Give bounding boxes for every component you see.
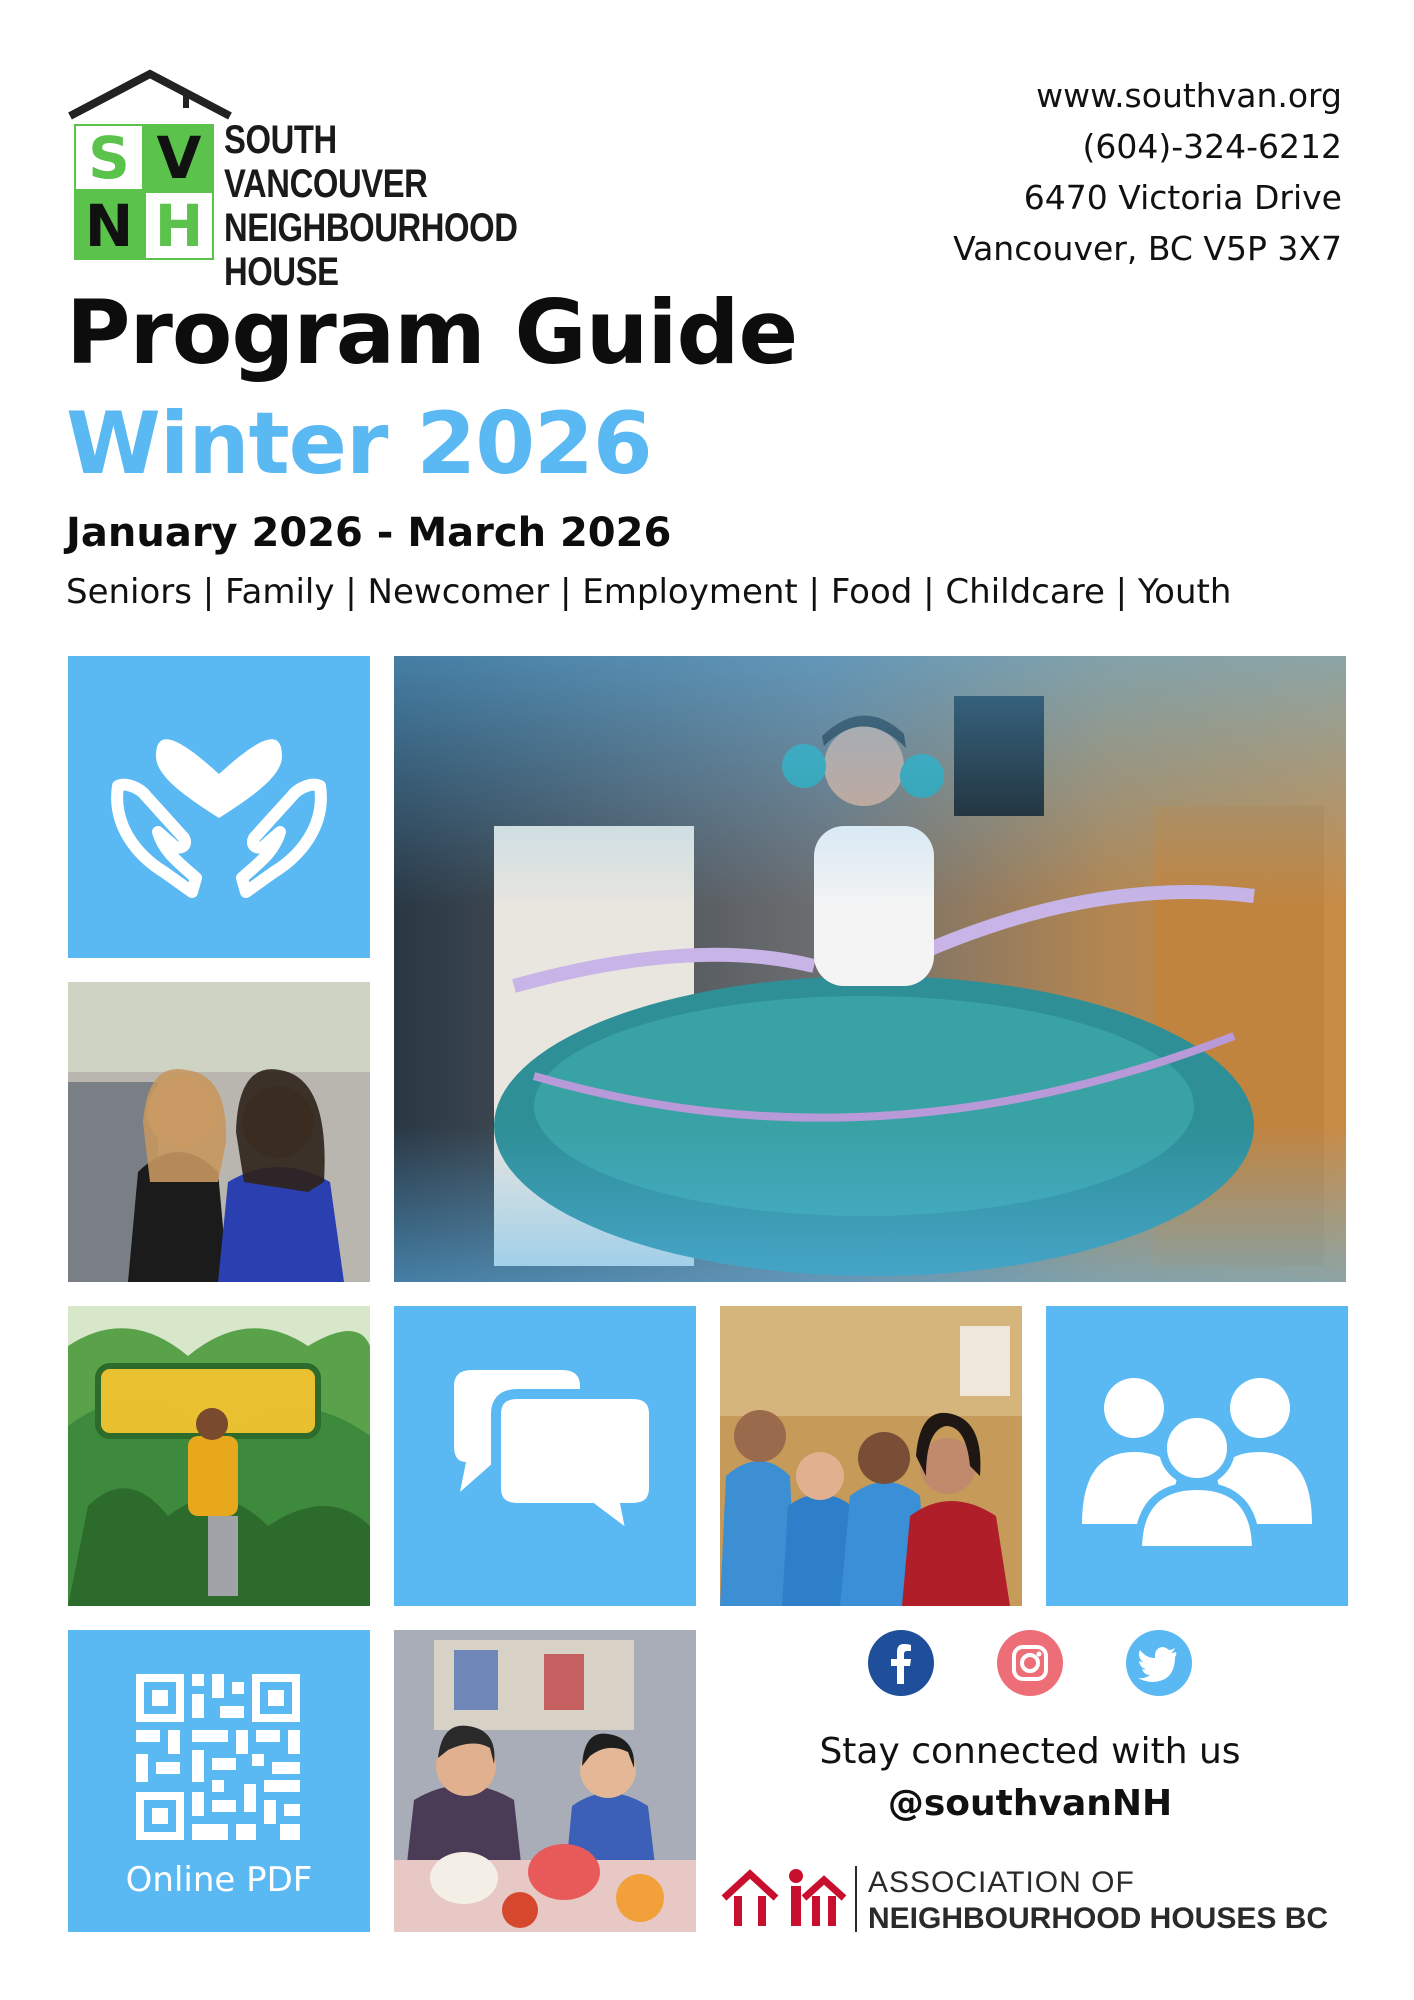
svg-text:V: V [156,124,202,192]
association-line2: NEIGHBOURHOOD HOUSES BC [868,1902,1329,1935]
stay-connected-text: Stay connected with us [819,1731,1241,1772]
crafts-photo [394,1630,696,1932]
crafts-photo-image [394,1630,696,1932]
org-name [224,118,537,294]
online-pdf-label: Online PDF [125,1860,313,1900]
season-title: Winter 2026 [66,394,652,494]
volunteers-photo-image [720,1306,1022,1606]
dancer-photo-image [394,656,1346,1282]
association-logo [720,1862,1360,1942]
chat-bubbles-icon [394,1306,696,1606]
program-categories: Seniors | Family | Newcomer | Employment | Food | Childcare | Youth [66,572,1232,612]
address-line2: Vancouver, BC V5P 3X7 [953,229,1342,268]
community-tile [1046,1306,1348,1606]
svg-text:H: H [154,192,204,260]
svg-text:S: S [88,124,130,192]
org-name-line3: HOUSE [224,250,339,294]
svg-text:N: N [84,192,134,260]
twitter-icon[interactable] [1126,1630,1192,1696]
phone-number: (604)-324-6212 [1082,127,1342,166]
facebook-icon[interactable] [868,1630,934,1696]
date-range: January 2026 - March 2026 [66,510,672,556]
page-title: Program Guide [66,281,798,384]
org-logo [66,68,606,294]
women-photo [68,982,370,1282]
association-line1: ASSOCIATION OF [868,1866,1135,1899]
women-photo-image [68,982,370,1282]
care-tile [68,656,370,958]
volunteers-photo [720,1306,1022,1606]
org-name-line1: SOUTH VANCOUVER [224,118,428,206]
instagram-icon[interactable] [997,1630,1063,1696]
qr-code-tile[interactable] [68,1630,370,1932]
people-group-icon [1046,1306,1348,1606]
org-name-line2: NEIGHBOURHOOD [224,206,518,250]
social-handle[interactable]: @southvanNH [887,1783,1173,1824]
association-houses-icon [720,1862,860,1932]
mural-photo-image [68,1306,370,1606]
mural-photo [68,1306,370,1606]
conversation-tile [394,1306,696,1606]
address-line1: 6470 Victoria Drive [1023,178,1342,217]
heart-hands-icon [68,656,370,958]
dancer-photo [394,656,1346,1282]
contact-block [953,70,1342,274]
website-link[interactable]: www.southvan.org [1036,76,1342,115]
